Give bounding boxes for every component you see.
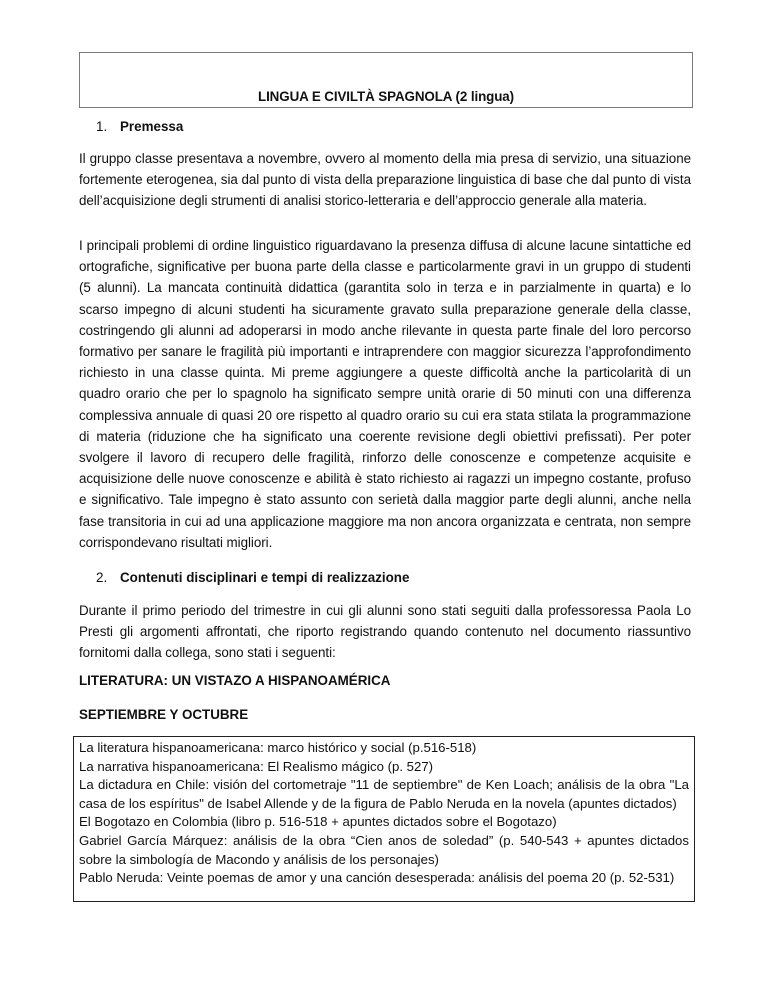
syllabus-box (73, 736, 695, 902)
literature-label: LITERATURA: UN VISTAZO A HISPANOAMÉRICA (79, 673, 391, 688)
section-number: 2. (96, 570, 108, 585)
paragraph-intro: Il gruppo classe presentava a novembre, ovvero al momento della mia presa di servizio, una situazione fortemente eterogenea, sia dal punto di vista della preparazione linguistica di base che dal punto di vista dell’acquisizione degli strumenti di analisi storico-letteraria e dell’approccio generale alla materia. (79, 151, 691, 209)
section-number: 1. (96, 119, 108, 134)
syllabus-line: El Bogotazo en Colombia (libro p. 516-518 + apuntes dictados sobre el Bogotazo) (79, 814, 557, 830)
paragraph-problems: I principali problemi di ordine linguistico riguardavano la presenza diffusa di alcune lacune sintattiche ed ortografiche, significative per buona parte della classe e particolarmente gravi in un gruppo di studenti (5 alunni). La mancata continuità didattica (garantita solo in terza e in parzialmente in quarta) e lo scarso impegno di alcuni studenti ha sicuramente gravato sulla preparazione generale della classe, costringendo gli alunni ad adoperarsi in modo anche rilevante in questa parte finale del loro percorso formativo per sanare le fragilità più importanti e intraprendere con maggior sicurezza l’approfondimento richiesto in una classe quinta. Mi preme aggiungere a queste difficoltà anche la particolarità di un quadro orario che per lo spagnolo ha significato sempre unità orarie di 50 minuti con una differenza complessiva annuale di quasi 20 ore rispetto al quadro orario su cui era stata stilata la programmazione di materia (riduzione che ha significato una coerente revisione degli obiettivi prefissati). Per poter svolgere il lavoro di recupero delle fragilità, rinforzo delle conoscenze e competenze acquisite e acquisizione delle nuove conoscenze e abilità è stato richiesto ai ragazzi un impegno costante, profuso e significativo. Tale impegno è stato assunto con serietà dalla maggior parte degli alunni, anche nella fase transitoria in cui ad una applicazione maggiore ma non ancora organizzata e centrata, non sempre corrispondevano risultati migliori. (79, 238, 691, 550)
document-title: LINGUA E CIVILTÀ SPAGNOLA (2 lingua) (257, 89, 515, 104)
syllabus-line: Pablo Neruda: Veinte poemas de amor y una canción desesperada: análisis del poema 20 (p. 52-531) (79, 870, 675, 886)
syllabus-line: La narrativa hispanoamericana: El Realismo mágico (p. 527) (79, 758, 434, 774)
paragraph-contents: Durante il primo periodo del trimestre in cui gli alunni sono stati seguiti dalla professoressa Paola Lo Presti gli argomenti affrontati, che riporto registrando quando contenuto nel documento riassuntivo fornitomi dalla collega, sono stati i seguenti: (79, 603, 691, 661)
syllabus-line: Gabriel García Márquez: análisis de la obra “Cien anos de soledad” (p. 540-543 + apuntes dictados sobre la simbología de Macondo y análisis de los personajes) (79, 832, 689, 867)
syllabus-line: La literatura hispanoamericana: marco histórico y social (p.516-518) (79, 740, 477, 755)
title-box (79, 52, 693, 108)
syllabus-line: La dictadura en Chile: visión del cortometraje "11 de septiembre" de Ken Loach; análisis de la obra "La casa de los espíritus" de Isabel Allende y de la figura de Pablo Neruda en la novela (apuntes dictados) (79, 777, 689, 811)
period-label: SEPTIEMBRE Y OCTUBRE (79, 707, 249, 722)
section-title: Premessa (120, 119, 184, 134)
section-heading-contenuti (96, 570, 409, 585)
section-heading-premessa (96, 119, 183, 134)
section-title: Contenuti disciplinari e tempi di realizzazione (120, 570, 410, 585)
